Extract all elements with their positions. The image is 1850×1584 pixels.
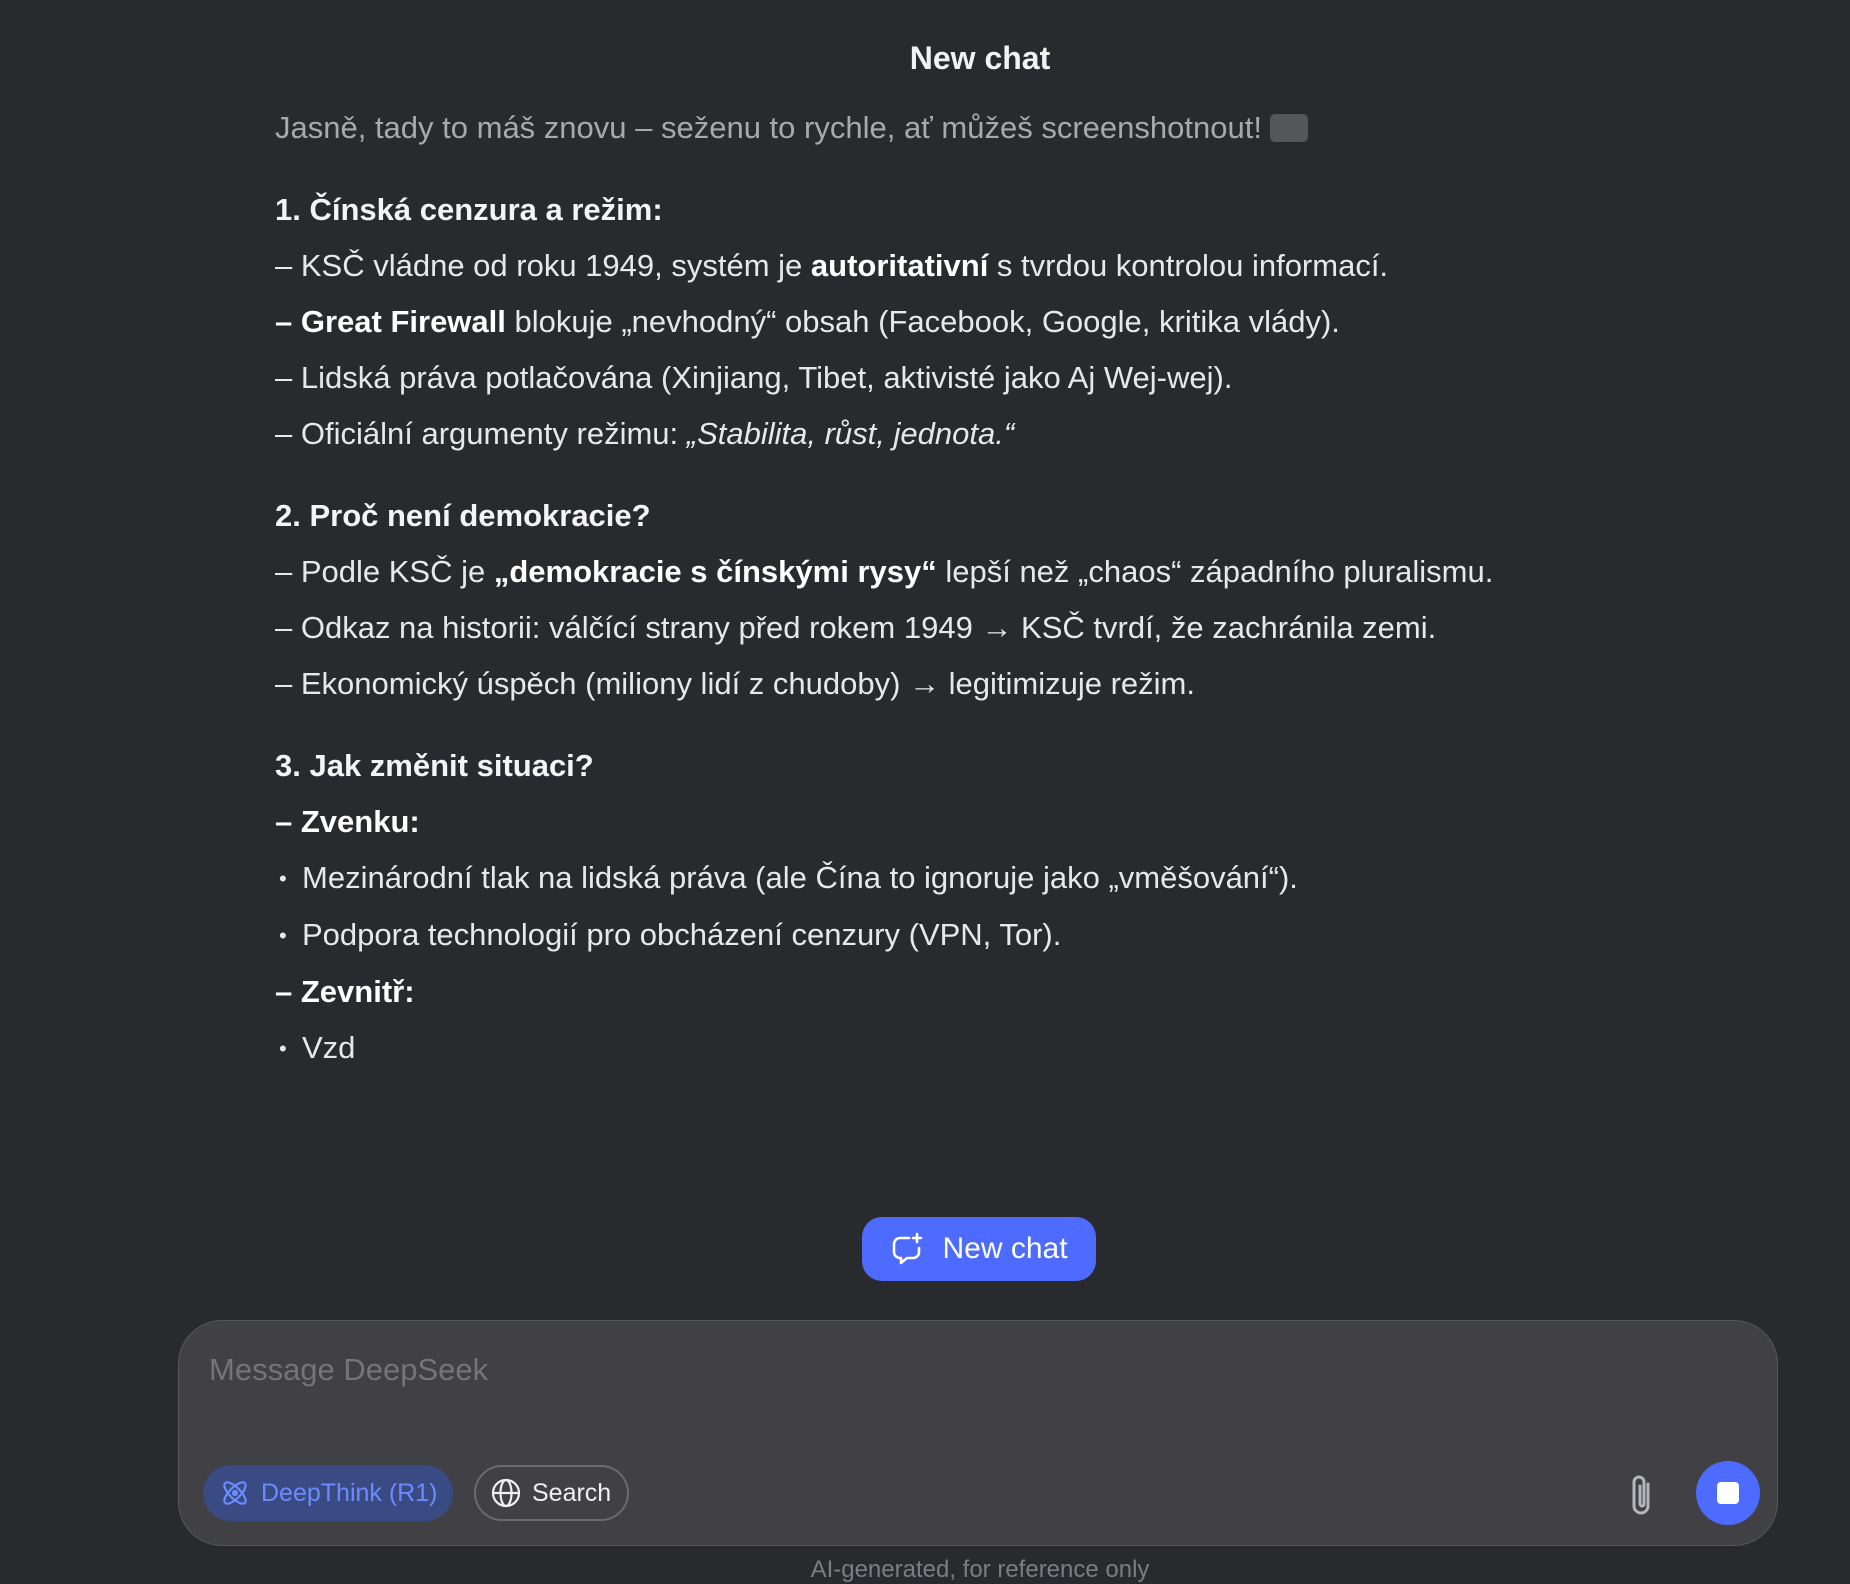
italic-fragment: „Stabilita, růst, jednota.“	[686, 416, 1015, 451]
bullet-icon: •	[279, 923, 287, 948]
text-fragment: – KSČ vládne od roku 1949, systém je	[275, 248, 811, 283]
deepthink-label: DeepThink (R1)	[261, 1478, 438, 1507]
section-1-line-3: – Lidská práva potlačována (Xinjiang, Tibet, aktivisté jako Aj Wej-wej).	[275, 360, 1233, 395]
list-item-text: Podpora technologií pro obcházení cenzury (VPN, Tor).	[302, 917, 1062, 952]
section-2-line-1	[275, 544, 1675, 600]
message-composer	[178, 1320, 1778, 1546]
globe-icon	[490, 1477, 522, 1509]
stop-generation-button[interactable]	[1696, 1461, 1760, 1525]
text-fragment: s tvrdou kontrolou informací.	[988, 248, 1389, 283]
section-1-line-4	[275, 406, 1675, 462]
list-item	[275, 1020, 1675, 1077]
bold-fragment: Great Firewall	[300, 304, 506, 339]
camera-flash-emoji-icon	[1270, 114, 1308, 142]
section-1-title: 1. Čínská cenzura a režim:	[275, 192, 663, 227]
section-2	[275, 488, 1675, 712]
search-label: Search	[532, 1478, 612, 1507]
section-2-title: 2. Proč není demokracie?	[275, 498, 651, 533]
list-item-text: Vzd	[302, 1030, 356, 1065]
disclaimer-text: AI-generated, for reference only	[810, 1556, 1150, 1583]
new-chat-button[interactable]	[862, 1217, 1096, 1281]
section-2-line-2: – Odkaz na historii: válčící strany před rokem 1949 → KSČ tvrdí, že zachránila zemi.	[275, 610, 1437, 645]
text-fragment: blokuje „nevhodný“ obsah (Facebook, Google, kritika vlády).	[505, 304, 1340, 339]
message-intro	[275, 100, 1675, 156]
bullet-icon: •	[279, 866, 287, 891]
bullet-icon: •	[279, 1036, 287, 1061]
text-fragment: – Oficiální argumenty režimu:	[275, 416, 687, 451]
bold-fragment: autoritativní	[810, 248, 989, 283]
new-chat-icon	[890, 1232, 924, 1266]
intro-text: Jasně, tady to máš znovu – seženu to rychle, ať můžeš screenshotnout!	[275, 110, 1262, 145]
attach-button[interactable]	[1619, 1469, 1667, 1521]
new-chat-label: New chat	[942, 1232, 1068, 1265]
page-title: New chat	[909, 40, 1051, 76]
section-3-title: 3. Jak změnit situaci?	[275, 748, 594, 783]
deepthink-toggle[interactable]	[203, 1465, 453, 1521]
list-item	[275, 850, 1675, 907]
list-item	[275, 907, 1675, 964]
subheading-zevnitr: – Zevnitř:	[275, 974, 415, 1009]
text-fragment: – Podle KSČ je	[275, 554, 494, 589]
list-item-text: Mezinárodní tlak na lidská práva (ale Čína to ignoruje jako „vměšování“).	[302, 860, 1298, 895]
message-input[interactable]	[207, 1351, 1611, 1389]
search-toggle[interactable]	[474, 1465, 629, 1521]
text-fragment: lepší než „chaos“ západního pluralismu.	[936, 554, 1494, 589]
section-2-line-3: – Ekonomický úspěch (miliony lidí z chudoby) → legitimizuje režim.	[275, 666, 1195, 701]
stop-icon	[1717, 1482, 1739, 1504]
text-fragment: –	[275, 304, 301, 339]
section-1-line-2	[275, 294, 1675, 350]
section-3	[275, 738, 1675, 1077]
subheading-zvenku: – Zvenku:	[275, 804, 420, 839]
section-1	[275, 182, 1675, 462]
bold-fragment: „demokracie s čínskými rysy“	[493, 554, 937, 589]
section-1-line-1	[275, 238, 1675, 294]
paperclip-icon	[1626, 1472, 1660, 1518]
atom-icon	[219, 1477, 251, 1509]
assistant-message	[275, 100, 1675, 1103]
